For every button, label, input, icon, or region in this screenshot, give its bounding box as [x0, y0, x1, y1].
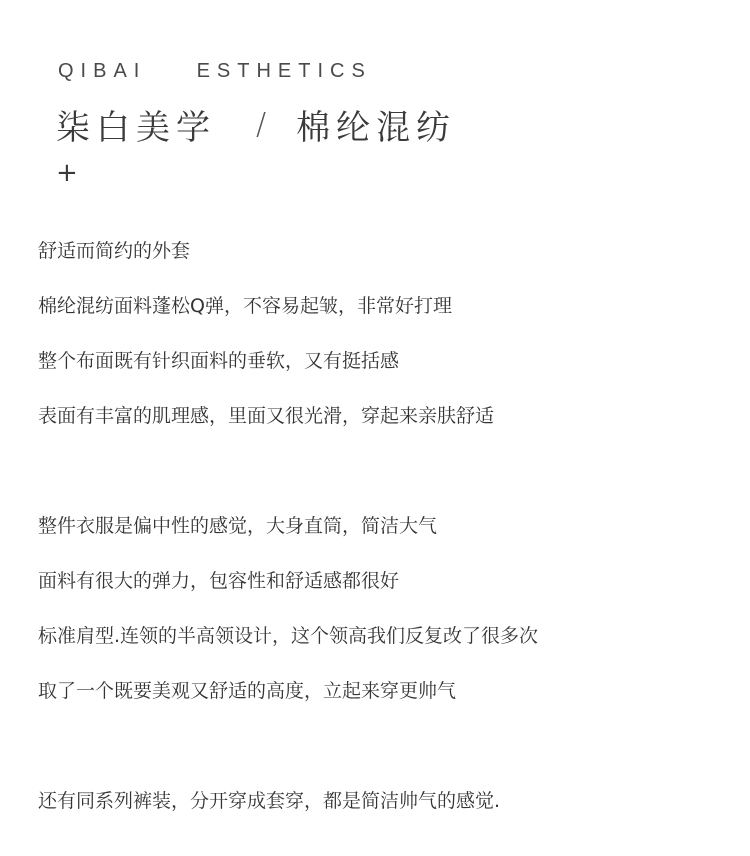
- text-line: 棉纶混纺面料蓬松Q弹，不容易起皱，非常好打理: [38, 295, 452, 317]
- brand-english-name: QIBAI ESTHETICS: [58, 60, 372, 82]
- text-line: 还有同系列裤装，分开穿成套穿，都是简洁帅气的感觉.: [38, 790, 501, 812]
- text-line: 表面有丰富的肌理感，里面又很光滑，穿起来亲肤舒适: [38, 405, 495, 427]
- text-line: 标准肩型.连领的半高领设计，这个领高我们反复改了很多次: [38, 625, 539, 647]
- title-slash: /: [256, 107, 267, 142]
- text-line: 面料有很大的弹力，包容性和舒适感都很好: [38, 570, 400, 592]
- text-line: 整件衣服是偏中性的感觉，大身直筒，简洁大气: [38, 515, 438, 537]
- page-title: [56, 100, 456, 149]
- title-brand-cn: 柒白美学: [56, 108, 216, 148]
- text-line: 取了一个既要美观又舒适的高度，立起来穿更帅气: [38, 680, 457, 702]
- text-line: 舒适而简约的外套: [38, 240, 191, 262]
- text-line: 整个布面既有针织面料的垂软，又有挺括感: [38, 350, 400, 372]
- title-fabric: 棉纶混纺: [296, 108, 457, 148]
- plus-icon: +: [56, 158, 78, 188]
